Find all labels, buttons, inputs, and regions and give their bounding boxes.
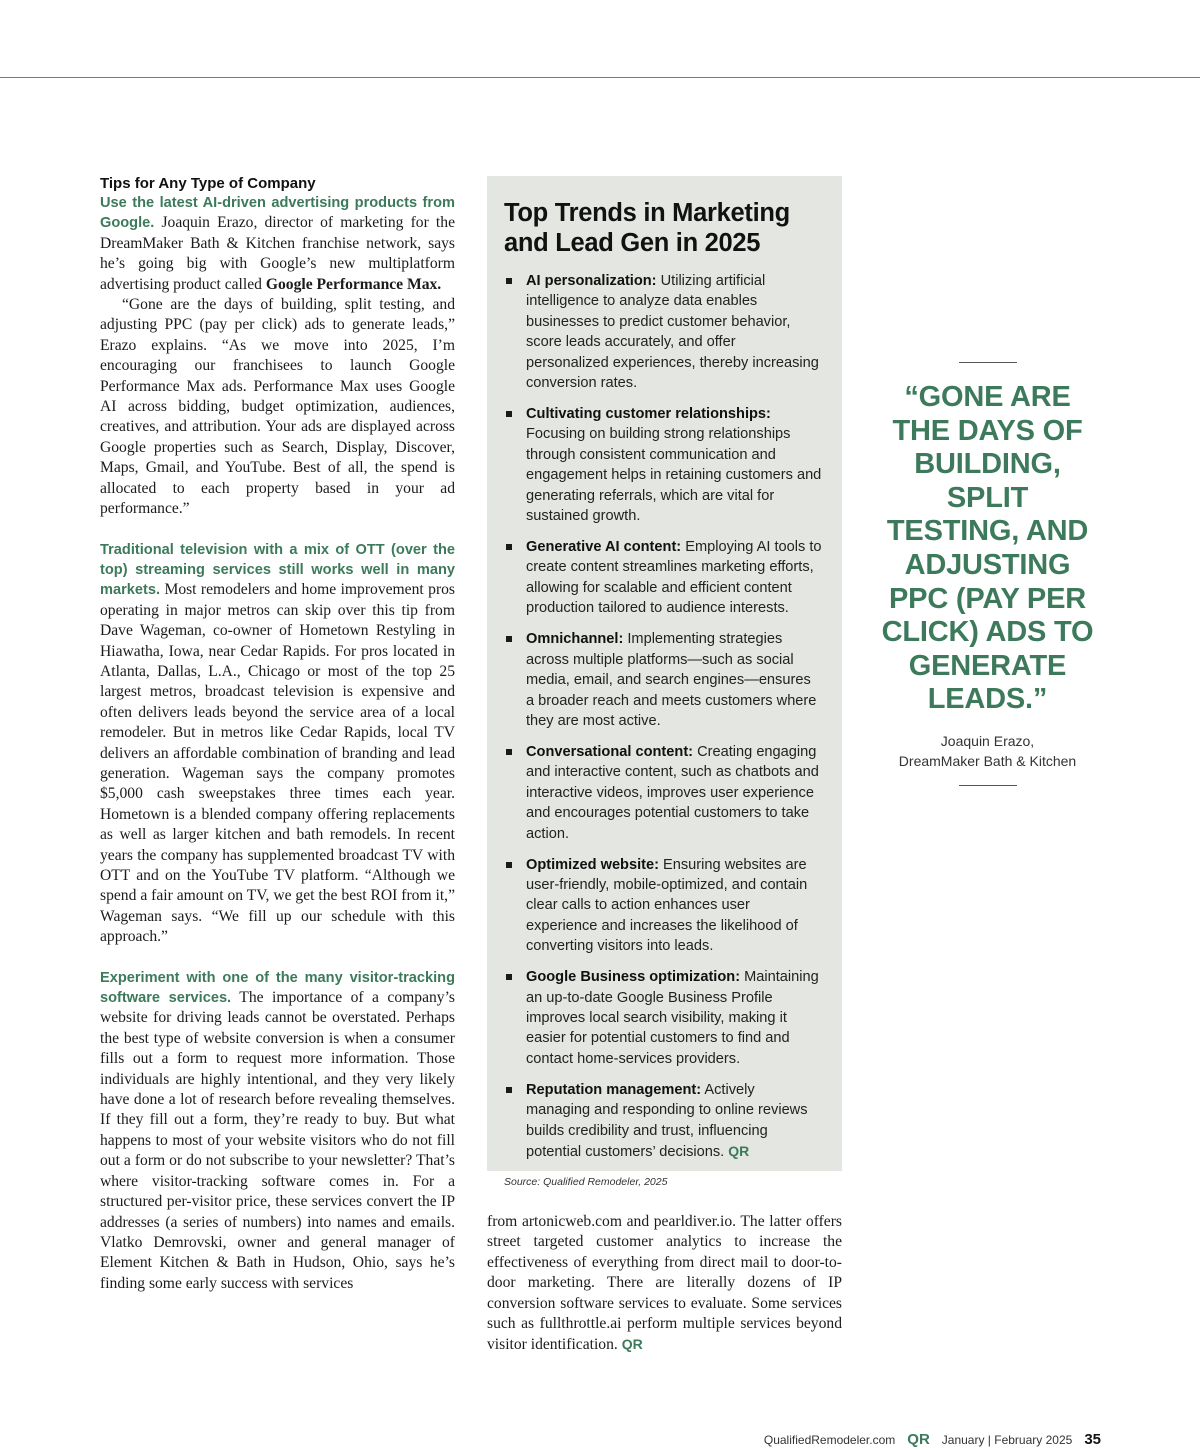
pull-quote <box>880 362 1095 786</box>
trend-term: AI personalization: <box>526 273 657 289</box>
sidebar-source: Source: Qualified Remodeler, 2025 <box>504 1176 668 1189</box>
page-footer <box>764 1431 1101 1450</box>
trend-item <box>504 537 822 619</box>
qr-logo: QR <box>907 1431 930 1448</box>
trend-item <box>504 404 822 526</box>
trend-term: Conversational content: <box>526 743 694 760</box>
trend-text: Creating engaging and interactive content, such as chatbots and interactive videos, improves user experience and encourages potential customers to take action. <box>526 743 819 842</box>
trend-text: Actively managing and responding to online reviews builds credibility and trust, influencing potential customers’ decisions. <box>526 1081 808 1160</box>
square-bullet-icon <box>506 974 512 980</box>
trend-term: Generative AI content: <box>526 539 682 556</box>
attribution-company: DreamMaker Bath & Kitchen <box>898 752 1077 769</box>
tip-paragraph-tracking <box>100 968 455 1295</box>
sidebar-title: Top Trends in Marketing and Lead Gen in 2025 <box>504 199 790 257</box>
square-bullet-icon <box>506 749 512 755</box>
top-rule <box>0 77 1200 78</box>
trend-term: Reputation management: <box>526 1081 702 1098</box>
pull-quote-attribution <box>880 731 1095 771</box>
trend-text: Ensuring websites are user-friendly, mobile-optimized, and contain clear calls to action enhances user experience and increases the likelihood of converting visitors into leads. <box>526 856 808 955</box>
article-continuation <box>487 1212 842 1356</box>
trend-item <box>504 967 822 1069</box>
tip-text-google: Joaquin Erazo, director of marketing for the DreamMaker Bath & Kitchen franchise network, says he’s going big with Google’s new multiplatform advertising product called <box>100 214 455 293</box>
tip-lead-google: Use the latest AI-driven advertising products from Google. <box>100 195 455 232</box>
continuation-paragraph <box>487 1212 842 1356</box>
attribution-name: Joaquin Erazo, <box>940 732 1035 749</box>
tip-paragraph-tv <box>100 540 455 948</box>
product-name: Google Performance Max. <box>265 275 442 293</box>
tip-paragraph-google <box>100 193 455 295</box>
square-bullet-icon <box>506 862 512 868</box>
footer-issue: January | February 2025 <box>941 1433 1073 1447</box>
trend-item <box>504 629 822 731</box>
qr-end-mark: QR <box>728 1143 750 1159</box>
trend-term: Cultivating customer relationships: <box>526 406 771 423</box>
trend-item <box>504 271 822 393</box>
trend-text: Employing AI tools to create content streamlines marketing efforts, allowing for scalable and efficient content production tailored to audience interests. <box>526 539 822 617</box>
pull-quote-rule-top <box>959 362 1017 363</box>
page-number: 35 <box>1084 1431 1101 1448</box>
square-bullet-icon <box>506 411 512 417</box>
tip-text-tv: Most remodelers and home improvement pros operating in major metros can skip over this tip from Dave Wageman, co-owner of Hometown Restyling in Hiawatha, Iowa, near Cedar Rapids. For pros located in Atlanta, Dallas, L.A., Chicago or most of the top 25 largest metros, broadcast television is expensive and often delivers leads beyond the service area of a local remodeler. But in metros like Cedar Rapids, local TV delivers an affordable combination of branding and lead generation. Wageman says the company promotes $5,000 cash sweepstakes three times each year. Hometown is a blended company offering replacements as well as larger kitchen and bath remodels. In recent years the company has supplemented broadcast TV with OTT and on the YouTube TV platform. “Although we spend a fair amount on TV, we get the best ROI from it,” Wageman says. “We fill up our schedule with this approach.” <box>100 581 455 946</box>
tip-text-tracking: The importance of a company’s website for driving leads cannot be overstated. Perhaps the best type of website conversion is when a consumer fills out a form to request more information. Those individuals are highly intentional, and they very likely have done a lot of research before revealing themselves. If they fill out a form, they’re ready to buy. But what happens to most of your website visitors who do not fill out a form or do not subscribe to your newsletter? That’s where visitor-tracking software comes in. For a structured per-visitor price, these services convert the IP addresses (a series of numbers) into names and emails. Vlatko Demrovski, owner and general manager of Element Kitchen & Bath in Hudson, Ohio, says he’s finding some early success with services <box>100 989 455 1292</box>
section-heading: Tips for Any Type of Company <box>100 175 316 192</box>
continuation-text: from artonicweb.com and pearldiver.io. The latter offers street targeted customer analytics to increase the effectiveness of everything from direct mail to door-to-door marketing. There are literally dozens of IP conversion software services to evaluate. Some services such as fullthrottle.ai perform multiple services beyond visitor identification. <box>487 1213 842 1354</box>
square-bullet-icon <box>506 1087 512 1093</box>
trend-item <box>504 1080 822 1163</box>
square-bullet-icon <box>506 278 512 284</box>
tip-lead-tracking: Experiment with one of the many visitor-tracking software services. <box>100 969 455 1007</box>
trend-term: Optimized website: <box>526 856 659 873</box>
pull-quote-rule-bottom <box>959 785 1017 786</box>
trend-text: Focusing on building strong relationships through consistent communication and engagement helps in retaining customers and generating referrals, which are vital for sustained growth. <box>526 426 822 525</box>
trend-item <box>504 742 822 844</box>
tip-lead-tv: Traditional television with a mix of OTT (over the top) streaming services still works well in many markets. <box>100 541 455 599</box>
square-bullet-icon <box>506 636 512 642</box>
trend-text: Maintaining an up-to-date Google Business Profile improves local search visibility, making it easier for potential customers to find and contact home-services providers. <box>526 969 819 1067</box>
trend-text: Implementing strategies across multiple platforms—such as social media, email, and search engines—ensures a broader reach and meets customers where they are most active. <box>526 631 817 729</box>
qr-end-mark: QR <box>621 1336 643 1353</box>
trend-item <box>504 855 822 957</box>
erazo-quote-paragraph: “Gone are the days of building, split testing, and adjusting PPC (pay per click) ads to generate leads,” Erazo explains. “As we move into 2025, I’m encouraging our franchisees to launch Google Performance Max ads. Performance Max uses Google AI across bidding, budget optimization, audiences, creatives, and attribution. Your ads are displayed across Google properties such as Search, Display, Discover, Maps, Gmail, and YouTube. Best of all, the spend is allocated to each property based in your ad performance.” <box>100 296 455 518</box>
trends-sidebar <box>487 176 842 1189</box>
trend-text: Utilizing artificial intelligence to analyze data enables businesses to predict customer behavior, score leads accurately, and offer personalized experiences, thereby increasing conversion rates. <box>526 273 819 392</box>
trend-term: Omnichannel: <box>526 631 624 648</box>
footer-site: QualifiedRemodeler.com <box>763 1433 896 1447</box>
article-left-column <box>100 174 455 1294</box>
trend-list <box>504 271 822 1162</box>
square-bullet-icon <box>506 544 512 550</box>
pull-quote-text: “GONE ARE THE DAYS OF BUILDING, SPLIT TESTING, AND ADJUSTING PPC (PAY PER CLICK) ADS TO GENERATE LEADS.” <box>881 381 1094 716</box>
trend-term: Google Business optimization: <box>526 969 741 986</box>
